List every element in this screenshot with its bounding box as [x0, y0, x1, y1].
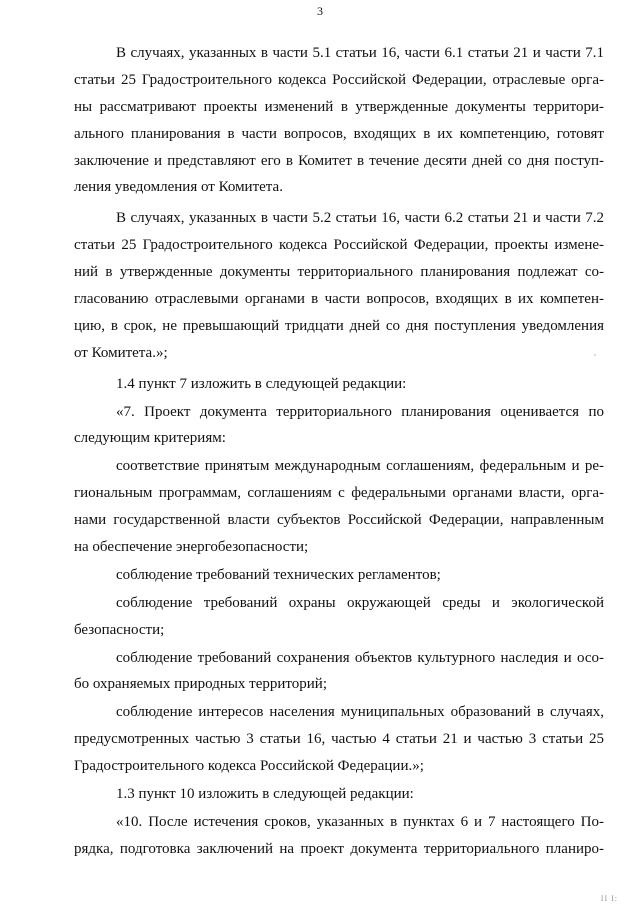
text-line: «7. Проект документа территориального планирования оценивается по: [116, 403, 604, 420]
text-line: ны рассматривают проекты изменений в утвержденные документы территори-: [74, 98, 604, 115]
text-line: рядка, подготовка заключений на проект документа территориального планиро-: [74, 840, 604, 857]
body-text: [74, 40, 604, 863]
text-line: В случаях, указанных в части 5.2 статьи 16, части 6.2 статьи 21 и части 7.2: [116, 210, 604, 227]
text-line: соблюдение интересов населения муниципальных образований в случаях,: [116, 704, 604, 721]
text-line: Градостроительного кодекса Российской Федерации.»;: [74, 758, 424, 775]
text-line: В случаях, указанных в части 5.1 статьи 16, части 6.1 статьи 21 и части 7.1: [116, 45, 604, 61]
text-line: гласованию отраслевыми органами в части вопросов, входящих в их компетен-: [74, 291, 604, 308]
text-line: соблюдение требований технических регламентов;: [116, 566, 441, 583]
text-line: безопасности;: [74, 621, 165, 638]
text-line: ального планирования в части вопросов, входящих в их компетенцию, готовят: [74, 125, 604, 142]
text-line: статьи 25 Градостроительного кодекса Российской Федерации, проекты измене-: [74, 237, 604, 254]
text-line: предусмотренных частью 3 статьи 16, частью 4 статьи 21 и частью 3 статьи 25: [74, 731, 604, 748]
text-line: гиональным программам, соглашениям с федеральными органами власти, орга-: [74, 485, 604, 502]
text-line: соответствие принятым международным соглашениям, федеральным и ре-: [116, 458, 604, 475]
text-line: 1.3 пункт 10 изложить в следующей редакции:: [116, 786, 414, 803]
scan-speck: [594, 354, 596, 356]
text-line: от Комитета.»;: [74, 344, 168, 361]
text-line: нами государственной власти субъектов Российской Федерации, направленным: [74, 512, 604, 529]
text-line: бо охраняемых природных территорий;: [74, 676, 328, 693]
text-line: 1.4 пункт 7 изложить в следующей редакции:: [116, 375, 407, 392]
text-line: цию, в срок, не превышающий тридцати дней со дня поступления уведомления: [74, 317, 604, 334]
text-line: ний в утвержденные документы территориального планирования подлежат со-: [74, 264, 604, 281]
footer-mark: II I:: [600, 894, 618, 903]
text-line: заключение и представляют его в Комитет в течение десяти дней со дня поступ-: [74, 152, 604, 169]
text-line: соблюдение требований сохранения объектов культурного наследия и осо-: [116, 649, 604, 666]
page-number: 3: [317, 4, 323, 18]
text-line: ления уведомления от Комитета.: [74, 179, 283, 196]
text-line: статьи 25 Градостроительного кодекса Российской Федерации, отраслевые орга-: [74, 71, 604, 88]
text-line: следующим критериям:: [74, 430, 226, 447]
text-line: на обеспечение энергобезопасности;: [74, 539, 309, 556]
text-line: «10. После истечения сроков, указанных в пунктах 6 и 7 настоящего По-: [116, 813, 604, 830]
text-line: соблюдение требований охраны окружающей среды и экологической: [116, 594, 604, 611]
